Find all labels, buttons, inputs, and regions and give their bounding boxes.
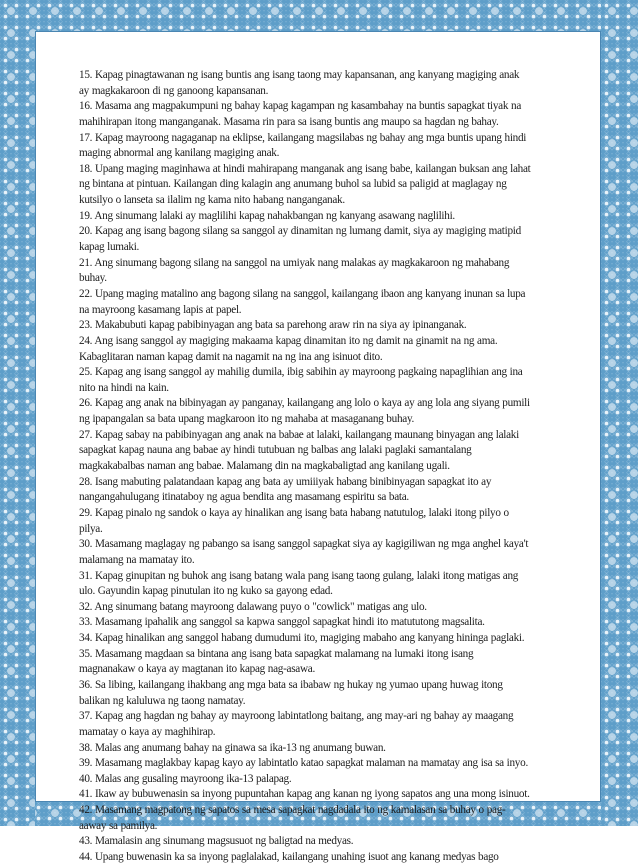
text-line: ng bintana at pintuan. Kailangan ding kalagin ang anumang buhol sa lubid sa paligid at maglagay ng <box>79 178 507 191</box>
text-line: 37. Kapag ang hagdan ng bahay ay mayroong labintatlong baitang, ang may-ari ng bahay ay maagang <box>79 710 514 723</box>
text-line: 35. Masamang magdaan sa bintana ang isang bata sapagkat malamang na lumaki itong isang <box>79 647 474 660</box>
text-line: 23. Makabubuti kapag pabibinyagan ang bata sa parehong araw rin na siya ay ipinanganak. <box>79 319 467 332</box>
text-line: ulo. Gayundin kapag pinutulan ito ng kuko sa gayong edad. <box>79 585 333 598</box>
text-line: 26. Kapag ang anak na bibinyagan ay panganay, kailangang ang lolo o kaya ay ang lola ang siyang pumili <box>79 397 530 410</box>
text-line: 24. Ang isang sanggol ay magiging makaama kapag dinamitan ito ng damit na ginamit na ng ama. <box>79 334 498 347</box>
text-line: balikan ng kaluluwa ng taong namatay. <box>79 694 246 707</box>
text-line: kapag lumaki. <box>79 241 140 254</box>
text-line: ay magkakaroon di ng ganoong kapansanan. <box>79 84 269 97</box>
decorative-border-left <box>0 0 35 826</box>
text-line: pilya. <box>79 522 103 535</box>
text-line: aaway sa pamilya. <box>79 819 158 832</box>
text-line: 43. Mamalasin ang sinumang magsusuot ng baligtad na medyas. <box>79 835 354 848</box>
text-line: 38. Malas ang anumang bahay na ginawa sa ika-13 ng anumang buwan. <box>79 741 386 754</box>
decorative-border-right <box>601 0 638 826</box>
text-line: 29. Kapag pinalo ng sandok o kaya ay hinalikan ang isang bata habang natutulog, lalaki itong pilyo o <box>79 506 509 519</box>
text-line: 34. Kapag hinalikan ang sanggol habang dumudumi ito, magiging mabaho ang kanyang hininga paglaki. <box>79 632 525 645</box>
text-line: 18. Upang maging maginhawa at hindi mahirapang manganak ang isang babe, kailangan buksan ang lahat <box>79 162 531 175</box>
text-line: 41. Ikaw ay bubuwenasin sa inyong pupuntahan kapag ang kanan ng iyong sapatos ang una mong isinuot. <box>79 788 530 801</box>
document-body <box>79 68 565 866</box>
text-line: 36. Sa libing, kailangang ihakbang ang mga bata sa ibabaw ng hukay ng yumao upang huwag itong <box>79 678 503 691</box>
text-line: 21. Ang sinumang bagong silang na sanggol na umiyak nang malakas ay magkakaroon ng mahabang <box>79 256 510 269</box>
text-line: nangangahulugang itinataboy ng agua bendita ang masamang espiritu sa bata. <box>79 491 409 504</box>
text-line: 40. Malas ang gusaling mayroong ika-13 palapag. <box>79 772 292 785</box>
text-line: 28. Isang mabuting palatandaan kapag ang bata ay umiiiyak habang binibinyagan sapagkat ito ay <box>79 475 492 488</box>
text-line: buhay. <box>79 272 107 285</box>
text-line: 15. Kapag pinagtawanan ng isang buntis ang isang taong may kapansanan, ang kanyang magiging anak <box>79 69 520 81</box>
text-line: 22. Upang maging matalino ang bagong silang na sanggol, kailangang ibaon ang kanyang inunan sa lupa <box>79 287 526 300</box>
text-line: kutsilyo o lanseta sa ilalim ng kama nito habang nanganganak. <box>79 194 345 207</box>
decorative-border-top <box>0 0 638 31</box>
text-line: ng ipapangalan sa bata upang magkaroon ito ng mahaba at masaganang buhay. <box>79 413 415 426</box>
text-line: 16. Masama ang magpakumpuni ng bahay kapag kagampan ng kasambahay na buntis sapagkat tiyak na <box>79 100 521 113</box>
text-line: 19. Ang sinumang lalaki ay maglilihi kapag nahakbangan ng kanyang asawang naglilihi. <box>79 209 455 222</box>
text-line: mamatay o kaya ay maghihirap. <box>79 725 216 738</box>
text-line: Kabaglitaran naman kapag damit na nagamit na ng ina ang isinuot dito. <box>79 350 383 363</box>
text-line: 27. Kapag sabay na pabibinyagan ang anak na babae at lalaki, kailangang maunang binyagan ang lalaki <box>79 428 519 441</box>
text-line: 31. Kapag ginupitan ng buhok ang isang batang wala pang isang taong gulang, lalaki itong matigas ang <box>79 569 519 582</box>
text-line: sapagkat kapag nauna ang babae ay hindi tutubuan ng balbas ang lalaki paglaki samantalang <box>79 444 472 457</box>
text-line: maging abnormal ang kanilang magiging anak. <box>79 147 280 160</box>
text-line: na mayroong kasamang lapis at papel. <box>79 303 242 316</box>
text-line: 20. Kapag ang isang bagong silang sa sanggol ay dinamitan ng lumang damit, siya ay magiging matipid <box>79 225 521 238</box>
text-line: 44. Upang buwenasin ka sa inyong paglalakad, kailangang unahing isuot ang kanang medyas bago <box>79 851 499 864</box>
text-line: 25. Kapag ang isang sanggol ay mahilig dumila, ibig sabihin ay mayroong pagkaing napaglihian ang ina <box>79 366 523 379</box>
text-line: magkakabalbas naman ang babae. Malamang din na magkabaligtad ang kanilang ugali. <box>79 460 450 473</box>
text-line: 32. Ang sinumang batang mayroong dalawang puyo o "cowlick" matigas ang ulo. <box>79 600 427 613</box>
text-line: 33. Masamang ipahalik ang sanggol sa kapwa sanggol sapagkat hindi ito matututong magsalita. <box>79 616 485 629</box>
text-line: 30. Masamang maglagay ng pabango sa isang sanggol sapagkat siya ay kagigiliwan ng mga anghel kaya't <box>79 538 529 551</box>
text-line: magnanakaw o kaya ay magtanan ito kapag nag-asawa. <box>79 663 315 676</box>
text-line: 39. Masamang maglakbay kapag kayo ay labintatlo katao sapagkat malaman na mamatay ang isa sa inyo. <box>79 757 528 770</box>
text-line: mahihirapan itong manganganak. Masama rin para sa isang buntis ang maupo sa hagdan ng bahay. <box>79 115 499 128</box>
text-line: 42. Masamang magpatong ng sapatos sa mesa sapagkat nagdadala ito ng kamalasan sa buhay o pag- <box>79 804 506 817</box>
text-line: 17. Kapag mayroong nagaganap na eklipse, kailangang magsilabas ng bahay ang mga buntis upang hindi <box>79 131 527 144</box>
text-line: nito na hindi na kain. <box>79 381 169 394</box>
text-line: malamang na mamatay ito. <box>79 553 195 566</box>
